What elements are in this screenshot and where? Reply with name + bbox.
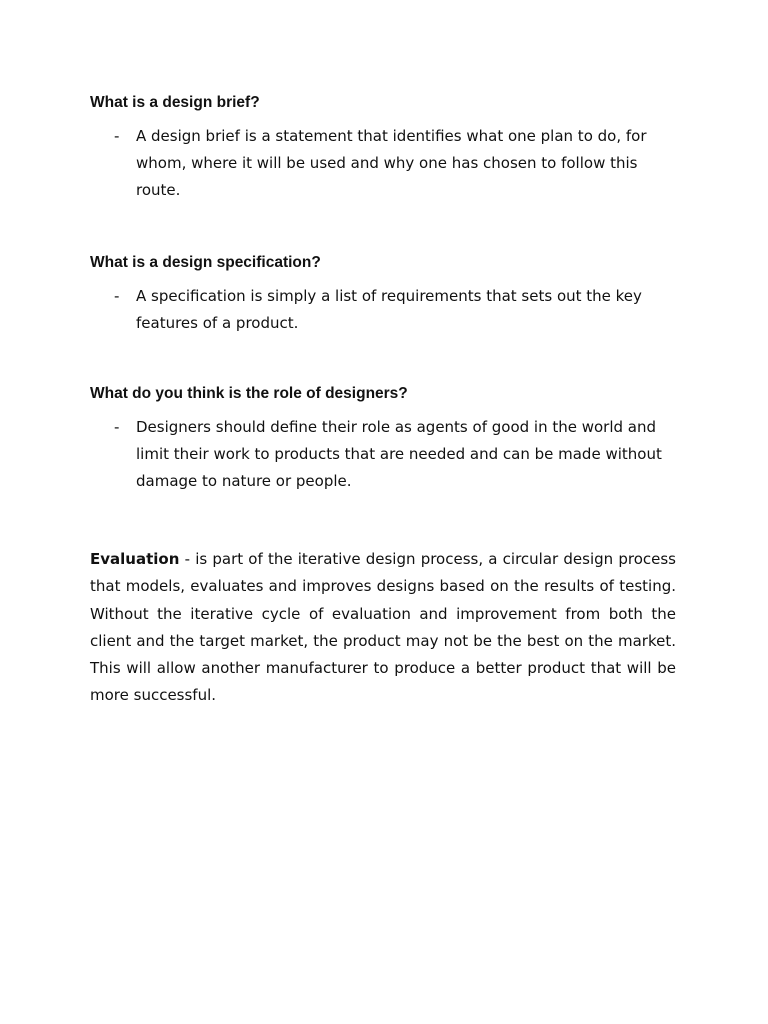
answer-item	[90, 414, 690, 495]
question-heading: What is a design specification?	[90, 254, 321, 271]
bullet-dash: -	[114, 287, 120, 305]
answer-item	[90, 283, 690, 337]
evaluation-separator: -	[179, 550, 196, 568]
design-brief-section	[90, 93, 690, 204]
bullet-dash: -	[114, 418, 120, 436]
answer-item	[90, 123, 690, 204]
design-specification-section	[90, 253, 690, 337]
answer-text: Designers should define their role as agents of good in the world and limit their work to products that are needed and can be made without damage to nature or people.	[136, 418, 662, 490]
answer-text: A design brief is a statement that identifies what one plan to do, for whom, where it will be used and why one has chosen to follow this route.	[136, 127, 647, 199]
answer-text: A specification is simply a list of requirements that sets out the key features of a product.	[136, 287, 642, 332]
evaluation-term: Evaluation	[90, 550, 180, 568]
question-heading: What do you think is the role of designers?	[90, 385, 408, 402]
role-of-designers-section	[90, 384, 690, 495]
evaluation-paragraph	[90, 546, 676, 710]
bullet-dash: -	[114, 127, 120, 145]
question-heading: What is a design brief?	[90, 94, 260, 111]
evaluation-text: is part of the iterative design process, a circular design process that models, evaluates and improves designs based on the results of testing. Without the iterative cycle of evaluation and improvement from both the client and the target market, the product may not be the best on the market. This will allow another manufacturer to produce a better product that will be more successful.	[90, 550, 676, 705]
